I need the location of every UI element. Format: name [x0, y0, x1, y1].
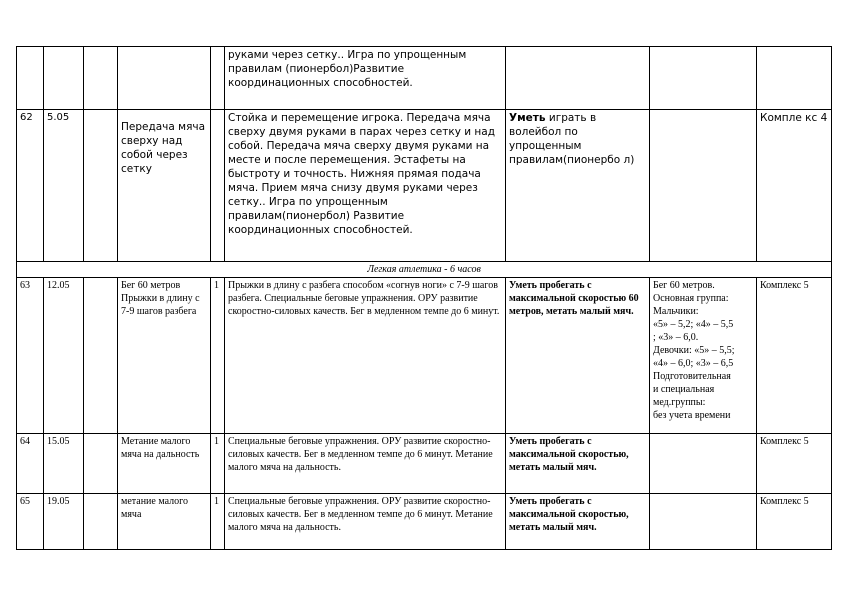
cell-blank [84, 110, 118, 262]
cell-control [650, 47, 757, 110]
control-line: мед.группы: [653, 397, 706, 408]
cell-topic: Бег 60 метров Прыжки в длину с 7-9 шагов разбега [118, 278, 211, 434]
requirement-lead: Уметь [509, 112, 546, 124]
cell-date: 19.05 [44, 494, 84, 550]
control-line: «5» – 5,2; «4» – 5,5 [653, 319, 734, 330]
cell-num: 62 [17, 110, 44, 262]
cell-requirements [506, 110, 650, 262]
control-line: Основная группа: [653, 293, 729, 304]
requirement-text: играть в волейбол по упрощенным правилам(пионербо л) [509, 112, 635, 166]
section-header-row [17, 262, 832, 278]
cell-blank [84, 434, 118, 494]
control-line: Девочки: «5» – 5,5; [653, 345, 735, 356]
control-line: и специальная [653, 384, 715, 395]
cell-control [650, 278, 757, 434]
cell-hours: 1 [211, 278, 225, 434]
cell-requirements: Уметь пробегать с максимальной скоростью 60 метров, метать малый мяч. [506, 278, 650, 434]
cell-equipment [757, 47, 832, 110]
cell-equipment: Комплекс 5 [757, 278, 832, 434]
cell-requirements: Уметь пробегать с максимальной скоростью, метать малый мяч. [506, 434, 650, 494]
cell-content: Специальные беговые упражнения. ОРУ развитие скоростно-силовых качеств. Бег в медленном темпе до 6 минут. Метание малого мяча на дальность. [225, 434, 506, 494]
cell-date: 15.05 [44, 434, 84, 494]
control-line: Подготовительная [653, 371, 731, 382]
cell-requirements: Уметь пробегать с максимальной скоростью, метать малый мяч. [506, 494, 650, 550]
cell-control [650, 434, 757, 494]
cell-requirements [506, 47, 650, 110]
cell-equipment: Комплекс 5 [757, 434, 832, 494]
control-line: без учета времени [653, 410, 731, 421]
cell-topic [118, 47, 211, 110]
control-line: Бег 60 метров. [653, 280, 715, 291]
cell-hours: 1 [211, 434, 225, 494]
cell-hours [211, 47, 225, 110]
lesson-plan-table [16, 46, 832, 550]
cell-date: 12.05 [44, 278, 84, 434]
control-line: «4» – 6,0; «3» – 6,5 [653, 358, 734, 369]
cell-control [650, 494, 757, 550]
cell-content: руками через сетку.. Игра по упрощенным правилам (пионербол)Развитие координационных способностей. [225, 47, 506, 110]
cell-hours: 1 [211, 494, 225, 550]
cell-num: 64 [17, 434, 44, 494]
cell-content: Прыжки в длину с разбега способом «согнув ноги» с 7-9 шагов разбега. Специальные беговые упражнения. ОРУ развитие скоростно-силовых качеств. Бег в медленном темпе до 6 минут. [225, 278, 506, 434]
cell-equipment: Комплекс 5 [757, 494, 832, 550]
section-title: Легкая атлетика - 6 часов [17, 262, 832, 278]
table-row [17, 494, 832, 550]
cell-content: Стойка и перемещение игрока. Передача мяча сверху двумя руками в парах через сетку и над собой. Передача мяча сверху двумя руками на месте и после перемещения. Эстафеты на быстроту и точность. Нижняя прямая подача мяча. Прием мяча снизу двумя руками через сетку.. Игра по упрощенным правилам(пионербол) Развитие координационных способностей. [225, 110, 506, 262]
cell-content: Специальные беговые упражнения. ОРУ развитие скоростно-силовых качеств. Бег в медленном темпе до 6 минут. Метание малого мяча на дальность. [225, 494, 506, 550]
cell-blank [84, 278, 118, 434]
cell-topic: метание малого мяча [118, 494, 211, 550]
cell-control [650, 110, 757, 262]
cell-blank [84, 494, 118, 550]
control-line: ; «3» – 6,0. [653, 332, 699, 343]
cell-date: 5.05 [44, 110, 84, 262]
cell-topic: Метание малого мяча на дальность [118, 434, 211, 494]
cell-hours [211, 110, 225, 262]
cell-topic: Передача мяча сверху над собой через сетку [118, 110, 211, 262]
table-row [17, 110, 832, 262]
cell-date [44, 47, 84, 110]
table-row-continued [17, 47, 832, 110]
table-row [17, 278, 832, 434]
cell-num: 65 [17, 494, 44, 550]
table-row [17, 434, 832, 494]
cell-blank [84, 47, 118, 110]
control-line: Мальчики: [653, 306, 699, 317]
cell-num [17, 47, 44, 110]
cell-num: 63 [17, 278, 44, 434]
cell-equipment: Компле кс 4 [757, 110, 832, 262]
